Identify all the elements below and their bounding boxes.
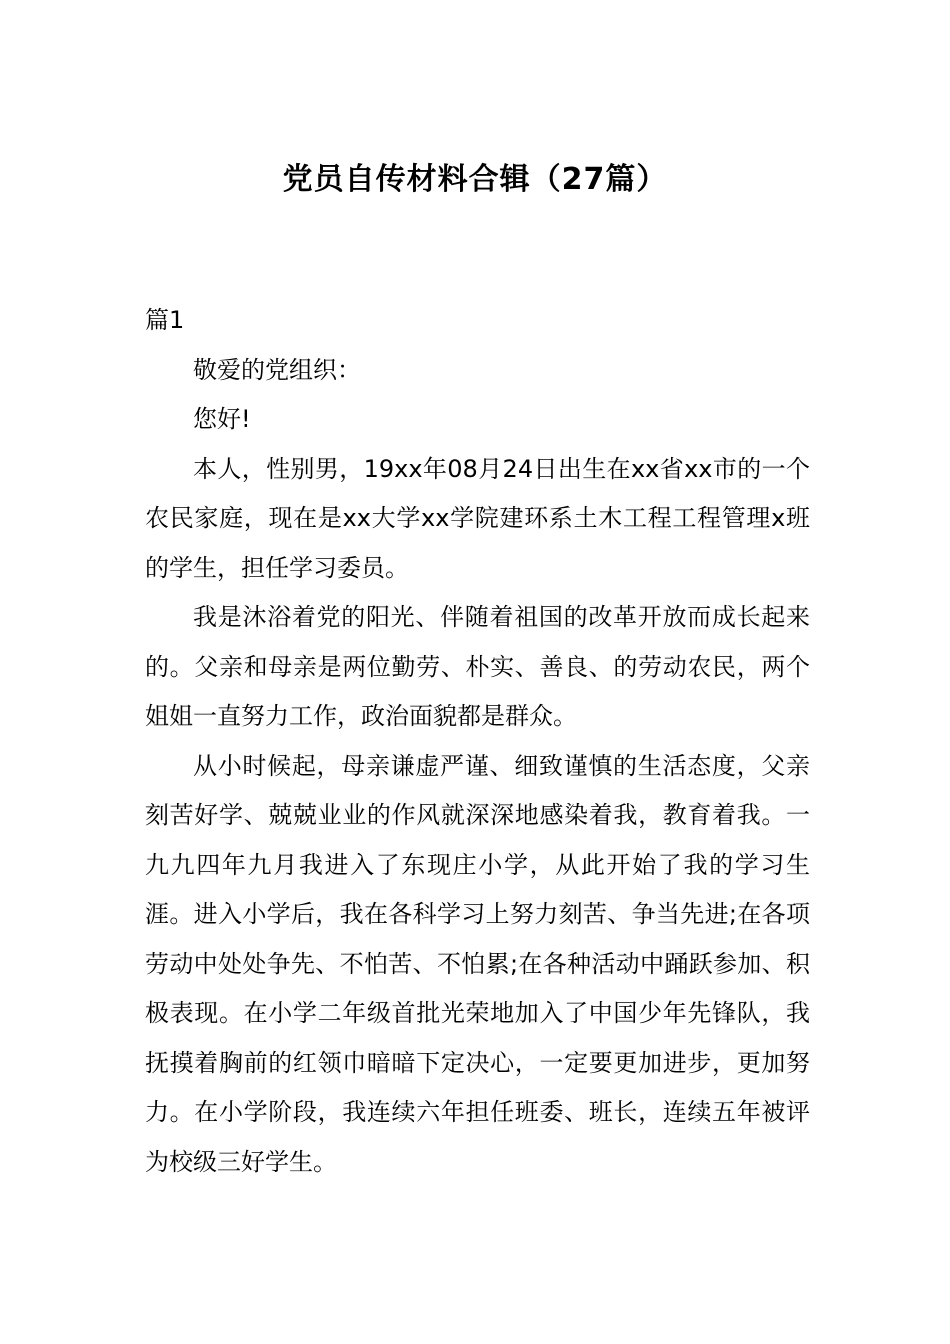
greeting: 您好! — [193, 405, 251, 433]
document-title: 党员自传材料合辑（27篇） — [282, 162, 668, 197]
paragraph-childhood: 从小时候起，母亲谦虚严谨、细致谨慎的生活态度，父亲刻苦好学、兢兢业业的作风就深深地感染着我，教育着我。一九九四年九月我进入了东现庄小学，从此开始了我的学习生涯。进入小学后，我在各科学习上努力刻苦、争当先进;在各项劳动中处处争先、不怕苦、不怕累;在各种活动中踊跃参加、积极表现。在小学二年级首批光荣地加入了中国少年先锋队，我抚摸着胸前的红领巾暗暗下定决心，一定要更加进步，更加努力。在小学阶段，我连续六年担任班委、班长，连续五年被评为校级三好学生。 — [145, 751, 810, 1176]
paragraph-intro: 本人，性别男，19xx年08月24日出生在xx省xx市的一个农民家庭，现在是xx大学xx学院建环系土木工程工程管理x班的学生，担任学习委员。 — [145, 454, 810, 582]
salutation: 敬爱的党组织： — [193, 355, 361, 384]
document-body — [145, 296, 810, 1187]
paragraph-family: 我是沐浴着党的阳光、伴随着祖国的改革开放而成长起来的。父亲和母亲是两位勤劳、朴实、善良、的劳动农民，两个姐姐一直努力工作，政治面貌都是群众。 — [145, 603, 810, 730]
section-heading: 篇1 — [145, 306, 185, 334]
